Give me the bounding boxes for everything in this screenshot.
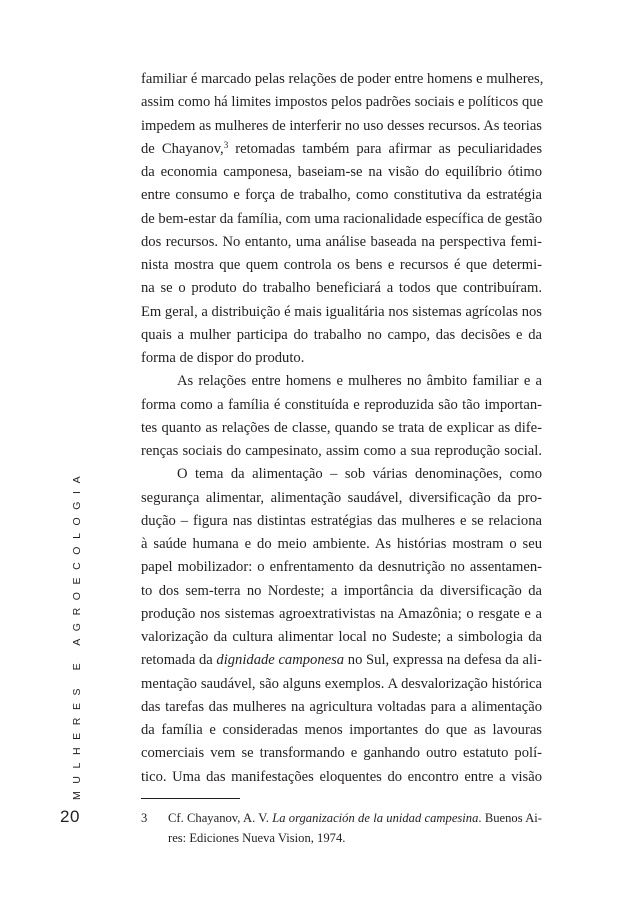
text-run: no Sul, expressa na defesa da ali- <box>344 652 542 669</box>
text-line: comerciais vem se transformando e ganhando outro estatuto polí- <box>141 745 542 762</box>
text-line: assim como há limites impostos pelos padrões sociais e políticos que <box>141 94 544 111</box>
text-line: da família e consideradas menos importantes do que as lavouras <box>141 722 542 738</box>
text-line: O tema da alimentação – sob várias denominações, como <box>177 466 542 483</box>
text-line: As relações entre homens e mulheres no âmbito familiar e a <box>177 373 542 390</box>
paragraph-1 <box>141 68 542 370</box>
text-line: Em geral, a distribuição é mais igualitária nos sistemas agrícolas nos <box>141 303 542 320</box>
footnote-number: 3 <box>141 811 148 825</box>
page-number: 20 <box>60 807 80 826</box>
text-line: entre consumo e força de trabalho, como constitutiva da estratégia <box>141 187 542 204</box>
text-line: forma como a família é constituída e reproduzida são tão importan- <box>141 396 542 413</box>
running-head: MULHERES E AGROECOLOGIA <box>71 468 83 800</box>
text-line: valorização da cultura alimentar local no Sudeste; a simbologia da <box>141 629 542 645</box>
text-line: mentação saudável, são alguns exemplos. A desvalorização histórica <box>141 675 542 692</box>
footnote-divider <box>141 798 240 799</box>
text-line: familiar é marcado pelas relações de poder entre homens e mulheres, <box>141 71 544 87</box>
text-line: forma de dispor do produto. <box>141 350 305 366</box>
text-line: papel mobilizador: o enfrentamento da desnutrição no assentamen- <box>141 559 542 576</box>
footnote-reference[interactable]: 3 <box>223 139 229 150</box>
text-line: produção nos sistemas agroextrativistas na Amazônia; o resgate e a <box>141 605 542 622</box>
paragraph-2 <box>141 370 542 463</box>
text-line: na se o produto do trabalho beneficiará a todos que contribuíram. <box>141 280 542 297</box>
text-line: de bem-estar da família, com uma racionalidade específica de gestão <box>141 210 543 227</box>
text-line: segurança alimentar, alimentação saudável, diversificação da pro- <box>141 489 542 506</box>
paragraph-3 <box>141 463 542 789</box>
text-line <box>141 138 542 161</box>
footnote-line: res: Ediciones Nueva Vision, 1974. <box>168 831 346 845</box>
footnote-text <box>168 808 542 848</box>
text-run: Cf. Chayanov, A. V. <box>168 811 273 825</box>
text-line: to dos sem-terra no Nordeste; a importância da diversificação da <box>141 582 542 599</box>
text-line: dos recursos. No entanto, uma análise baseada na perspectiva femi- <box>141 233 542 250</box>
text-line: tes quanto as relações de classe, quando se trata de explicar as dife- <box>141 419 542 436</box>
text-run: retomadas também para afirmar as peculiaridades <box>228 140 542 157</box>
footnote-line <box>168 808 542 828</box>
text-run: de Chayanov, <box>141 140 224 157</box>
body-text <box>141 68 542 789</box>
text-line: das tarefas das mulheres na agricultura voltadas para a alimentação <box>141 698 542 715</box>
text-line: tico. Uma das manifestações eloquentes do encontro entre a visão <box>141 768 542 785</box>
text-line <box>141 649 542 672</box>
book-title: La organización de la unidad campesina <box>272 811 479 825</box>
text-run: retomada da <box>141 652 217 669</box>
text-line: impedem as mulheres de interferir no uso desses recursos. As teorias <box>141 117 542 134</box>
text-line: renças sociais do campesinato, assim como a sua reprodução social. <box>141 443 542 459</box>
text-line: à saúde humana e do meio ambiente. As histórias mostram o seu <box>141 536 542 552</box>
text-line: nista mostra que quem controla os bens e recursos é que determi- <box>141 257 542 273</box>
text-line: da economia camponesa, baseiam-se na visão do equilíbrio ótimo <box>141 164 542 180</box>
text-line: quais a mulher participa do trabalho no campo, das decisões e da <box>141 326 542 343</box>
italic-term: dignidade camponesa <box>216 652 345 669</box>
footnote <box>141 808 542 848</box>
text-line: dução – figura nas distintas estratégias das mulheres e se relaciona <box>141 512 542 529</box>
text-run: . Buenos Ai- <box>478 811 542 825</box>
